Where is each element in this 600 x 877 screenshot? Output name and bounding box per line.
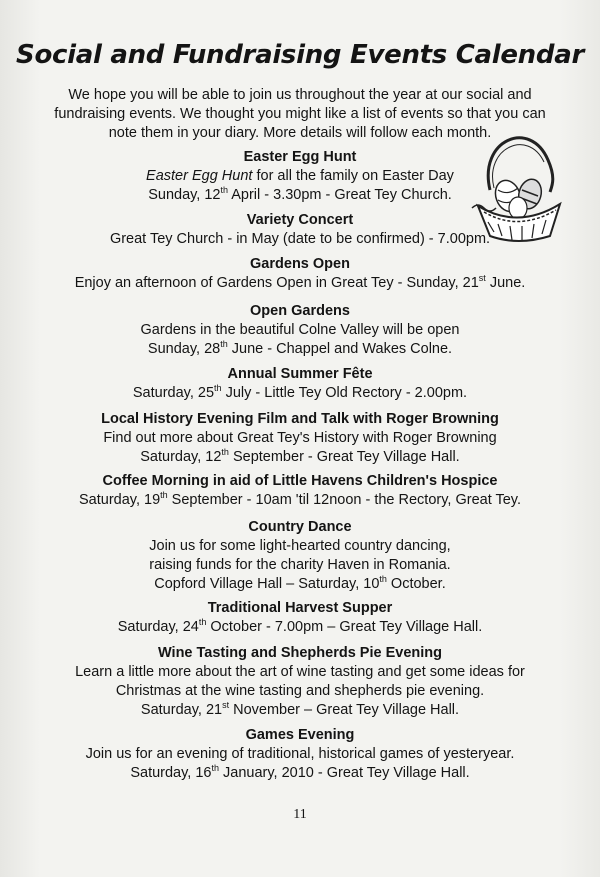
event-games-evening [0,726,600,783]
event-date [0,764,600,783]
event-heading: Coffee Morning in aid of Little Havens Children's Hospice [102,473,498,489]
event-date-text: June - Chappel and Wakes Colne. [227,341,453,357]
event-description: Find out more about Great Tey's History with Roger Browning [103,430,497,446]
event-wine-tasting [0,644,600,720]
event-date-text: October - 7.00pm – Great Tey Village Hall. [206,619,483,635]
event-heading: Open Gardens [250,303,350,319]
event-text: June. [485,275,526,291]
event-date: Great Tey Church - in May (date to be confirmed) - 7.00pm. [109,231,491,247]
event-title-italic: Easter Egg Hunt [146,168,253,184]
event-date-text: Saturday, 12 [140,449,222,465]
event-date [0,575,600,594]
event-description [0,274,600,293]
event-date-text: Sunday, 28 [147,341,221,357]
event-description: Join us for an evening of traditional, historical games of yesteryear. [85,746,515,762]
event-date [0,448,600,467]
event-description: raising funds for the charity Haven in Romania. [149,557,451,573]
event-heading: Variety Concert [246,212,354,228]
event-local-history-evening [0,410,600,467]
event-date [0,491,600,510]
event-variety-concert [0,211,600,249]
event-date-text: Saturday, 16 [130,765,212,781]
event-description: Join us for some light-hearted country dancing, [149,538,451,554]
event-date-text: Sunday, 12 [148,187,221,203]
event-heading: Wine Tasting and Shepherds Pie Evening [157,645,442,661]
event-description: Christmas at the wine tasting and shepherds pie evening. [115,683,485,699]
intro-line: note them in your diary. More details will follow each month. [108,125,492,141]
ordinal-suffix: th [198,617,207,628]
ordinal-suffix: th [220,185,229,196]
event-open-gardens [0,302,600,359]
event-heading: Easter Egg Hunt [243,149,357,165]
event-gardens-open [0,255,600,293]
event-harvest-supper [0,599,600,637]
ordinal-suffix: th [211,763,219,774]
event-date-text: Copford Village Hall – Saturday, 10 [154,576,380,592]
event-description: Learn a little more about the art of wine tasting and get some ideas for [75,664,525,680]
event-date [0,384,600,403]
ordinal-suffix: th [160,490,168,501]
ordinal-suffix: st [478,273,486,284]
event-heading: Traditional Harvest Supper [207,600,393,616]
event-heading: Annual Summer Fête [227,366,373,382]
event-date [0,340,600,359]
event-coffee-morning [0,472,600,510]
event-date [0,701,600,720]
event-text: Enjoy an afternoon of Gardens Open in Great Tey - Sunday, 21 [74,275,479,291]
intro-line: We hope you will be able to join us throughout the year at our social and [68,87,532,103]
page-title: Social and Fundraising Events Calendar [16,40,584,70]
event-summer-fete [0,365,600,403]
event-description: Gardens in the beautiful Colne Valley will be open [140,322,460,338]
page-number: 11 [293,807,307,822]
event-date-text: Saturday, 25 [132,385,215,401]
event-date-text: January, 2010 - Great Tey Village Hall. [219,765,470,781]
event-country-dance [0,518,600,594]
event-easter-egg-hunt [0,148,600,205]
event-heading: Local History Evening Film and Talk with Roger Browning [101,411,499,427]
event-heading: Games Evening [245,727,355,743]
event-date-text: July - Little Tey Old Rectory - 2.00pm. [221,385,468,401]
event-date-text: Saturday, 24 [117,619,199,635]
event-date [0,186,600,205]
ordinal-suffix: th [379,574,387,585]
ordinal-suffix: th [220,339,228,350]
intro-line: fundraising events. We thought you might like a list of events so that you can [54,106,546,122]
event-heading: Gardens Open [250,256,350,272]
event-date-text: November – Great Tey Village Hall. [229,702,460,718]
event-date-text: Saturday, 21 [140,702,223,718]
event-date-text: April - 3.30pm - Great Tey Church. [228,187,452,203]
ordinal-suffix: th [214,383,222,394]
event-heading: Country Dance [248,519,352,535]
event-date [0,618,600,637]
event-date-text: Saturday, 19 [78,492,161,508]
event-date-text: September - Great Tey Village Hall. [228,449,460,465]
ordinal-suffix: th [221,447,229,458]
event-date-text: October. [386,576,446,592]
ordinal-suffix: st [222,700,230,711]
event-date-text: September - 10am 'til 12noon - the Rectory, Great Tey. [167,492,522,508]
event-text: for all the family on Easter Day [252,168,454,184]
event-description [0,167,600,186]
